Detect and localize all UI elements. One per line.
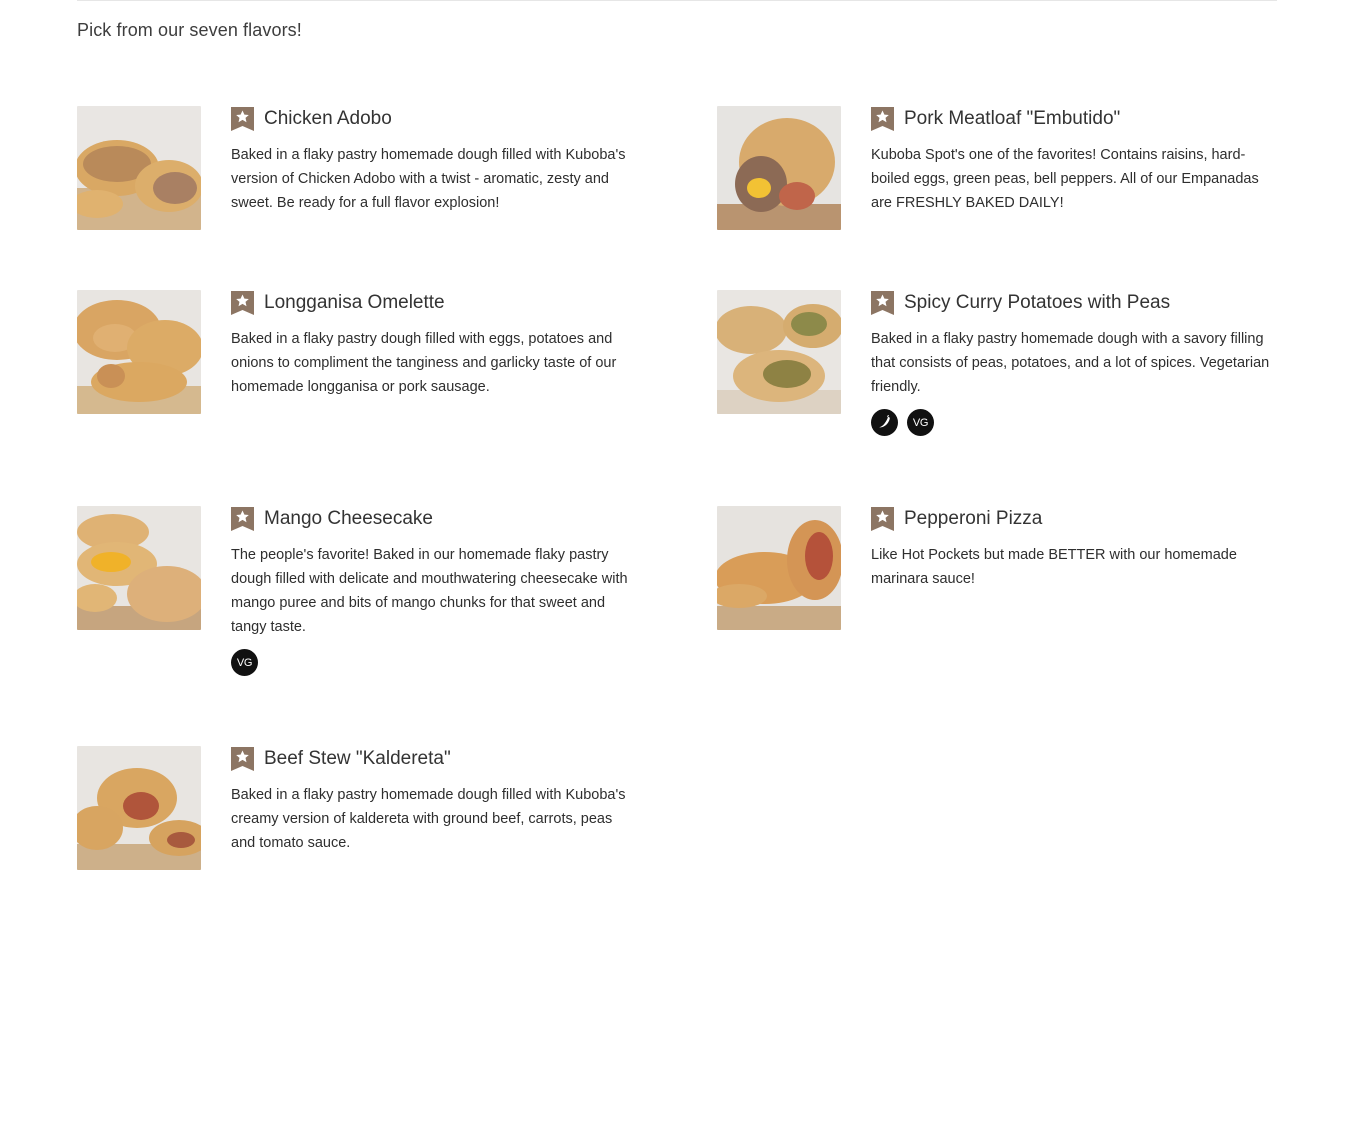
star-ribbon-icon — [231, 747, 254, 771]
item-description: Baked in a flaky pastry homemade dough with a savory filling that consists of peas, potatoes, and a lot of spices. Vegetarian friendly. — [871, 331, 1270, 395]
item-description: Kuboba Spot's one of the favorites! Contains raisins, hard-boiled eggs, green peas, bell peppers. All of our Empanadas are FRESHLY BAKED DAILY! — [871, 147, 1259, 211]
star-ribbon-icon — [871, 291, 894, 315]
item-title: Beef Stew "Kaldereta" — [264, 748, 451, 769]
item-title: Mango Cheesecake — [264, 508, 433, 529]
item-description: Baked in a flaky pastry homemade dough filled with Kuboba's version of Chicken Adobo with a twist - aromatic, zesty and sweet. Be ready for a full flavor explosion! — [231, 147, 626, 211]
star-ribbon-icon — [871, 107, 894, 131]
item-photo[interactable] — [717, 290, 841, 414]
star-ribbon-icon — [871, 507, 894, 531]
item-photo[interactable] — [77, 506, 201, 630]
item-photo[interactable] — [77, 106, 201, 230]
vegetarian-badge: VG — [231, 649, 258, 676]
dietary-tags — [231, 649, 639, 676]
item-photo[interactable] — [717, 106, 841, 230]
star-ribbon-icon — [231, 507, 254, 531]
item-title: Chicken Adobo — [264, 108, 392, 129]
item-photo[interactable] — [77, 746, 201, 870]
item-photo[interactable] — [77, 290, 201, 414]
section-divider — [77, 0, 1277, 1]
item-photo[interactable] — [717, 506, 841, 630]
item-title: Pepperoni Pizza — [904, 508, 1043, 529]
item-description: Baked in a flaky pastry dough filled with eggs, potatoes and onions to compliment the tanginess and garlicky taste of our homemade longganisa or pork sausage. — [231, 331, 617, 395]
section-subtitle: Pick from our seven flavors! — [77, 20, 302, 40]
star-ribbon-icon — [231, 107, 254, 131]
item-title: Longganisa Omelette — [264, 292, 445, 313]
dietary-tags — [871, 409, 1279, 436]
star-ribbon-icon — [231, 291, 254, 315]
chili-pepper-icon — [871, 409, 898, 436]
item-description: The people's favorite! Baked in our homemade flaky pastry dough filled with delicate and mouthwatering cheesecake with mango puree and bits of mango chunks for that sweet and tangy taste. — [231, 547, 628, 635]
item-description: Like Hot Pockets but made BETTER with our homemade marinara sauce! — [871, 547, 1237, 587]
vegetarian-badge: VG — [907, 409, 934, 436]
item-title: Pork Meatloaf "Embutido" — [904, 108, 1121, 129]
item-title: Spicy Curry Potatoes with Peas — [904, 292, 1171, 313]
item-description: Baked in a flaky pastry homemade dough filled with Kuboba's creamy version of kaldereta with ground beef, carrots, peas and tomato sauce. — [231, 787, 626, 851]
